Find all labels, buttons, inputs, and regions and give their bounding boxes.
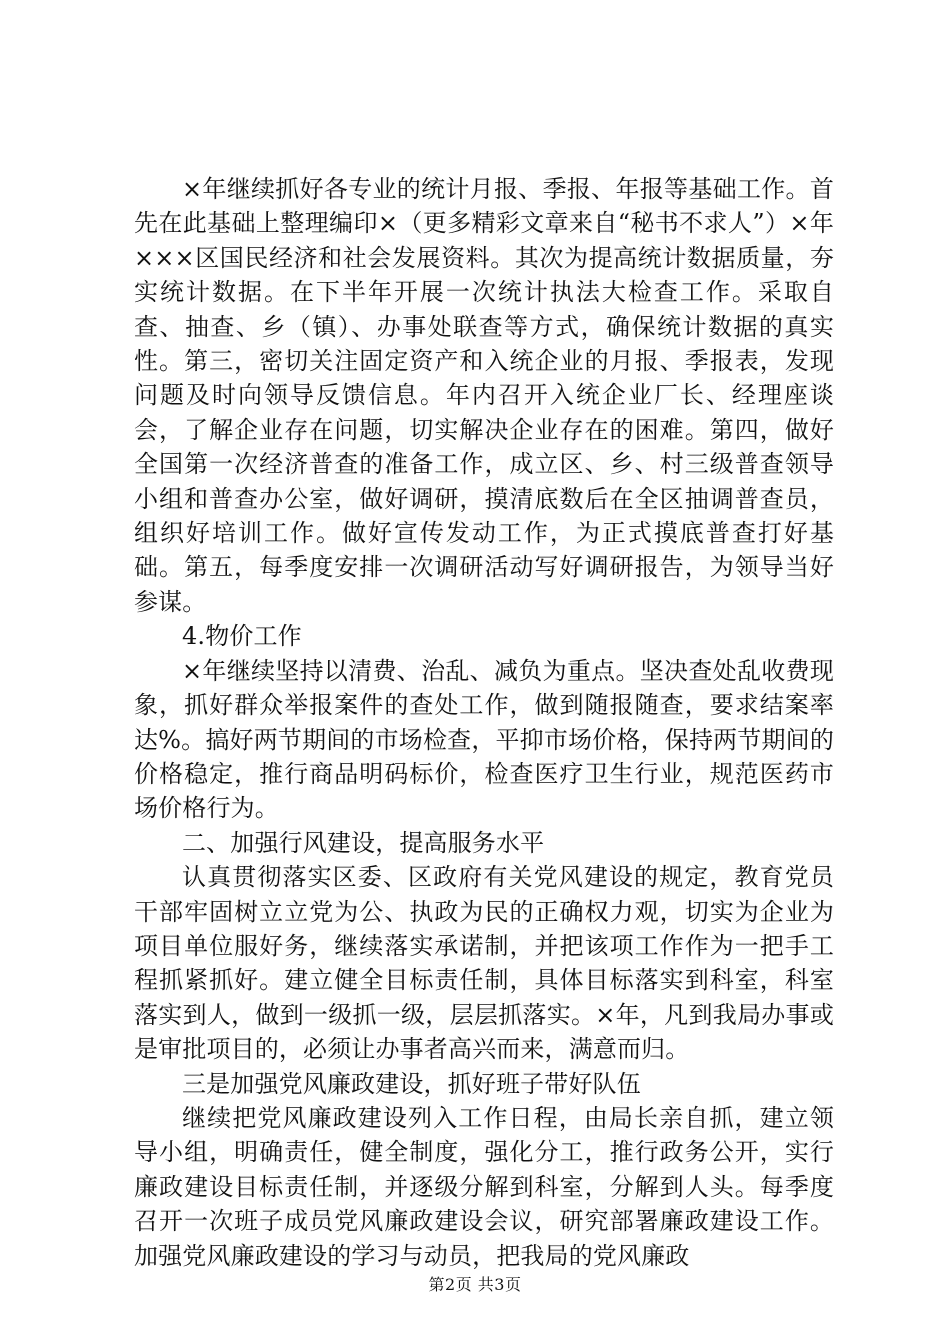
document-body bbox=[134, 172, 834, 1273]
heading-party-integrity: 三是加强党风廉政建设，抓好班子带好队伍 bbox=[182, 1069, 641, 1098]
paragraph-industry-style: 认真贯彻落实区委、区政府有关党风建设的规定，教育党员干部牢固树立立党为公、执政为民的正确权力观，切实为企业为项目单位服好务，继续落实承诺制，并把该项工作作为一把手工程抓紧抓好。建立健全目标责任制，具体目标落实到科室，科室落实到人，做到一级抓一级，层层抓落实。×年，凡到我局办事或是审批项目的，必须让办事者高兴而来，满意而归。 bbox=[134, 863, 834, 1064]
page-footer: 第2页 共3页 bbox=[428, 1275, 522, 1294]
paragraph-statistics-work: ×年继续抓好各专业的统计月报、季报、年报等基础工作。首先在此基础上整理编印×（更多精彩文章来自“秘书不求人”）×年×××区国民经济和社会发展资料。其次为提高统计数据质量，夯实统计数据。在下半年开展一次统计执法大检查工作。采取自查、抽查、乡（镇）、办事处联查等方式，确保统计数据的真实性。第三，密切关注固定资产和入统企业的月报、季报表，发现问题及时向领导反馈信息。年内召开入统企业厂长、经理座谈会，了解企业存在问题，切实解决企业存在的困难。第四，做好全国第一次经济普查的准备工作，成立区、乡、村三级普查领导小组和普查办公室，做好调研，摸清底数后在全区抽调普查员，组织好培训工作。做好宣传发动工作，为正式摸底普查打好基础。第五，每季度安排一次调研活动写好调研报告，为领导当好参谋。 bbox=[134, 175, 834, 616]
heading-price-work: 4.物价工作 bbox=[182, 622, 302, 651]
paragraph-party-integrity: 继续把党风廉政建设列入工作日程，由局长亲自抓，建立领导小组，明确责任，健全制度，强化分工，推行政务公开，实行廉政建设目标责任制，并逐级分解到科室，分解到人头。每季度召开一次班子成员党风廉政建设会议，研究部署廉政建设工作。加强党风廉政建设的学习与动员，把我局的党风廉政 bbox=[134, 1103, 834, 1270]
heading-industry-style: 二、加强行风建设，提高服务水平 bbox=[182, 828, 545, 857]
paragraph-price-work: ×年继续坚持以清费、治乱、减负为重点。坚决查处乱收费现象，抓好群众举报案件的查处工作，做到随报随查，要求结案率达%。搞好两节期间的市场检查，平抑市场价格，保持两节期间的价格稳定，推行商品明码标价，检查医疗卫生行业，规范医药市场价格行为。 bbox=[134, 656, 834, 823]
